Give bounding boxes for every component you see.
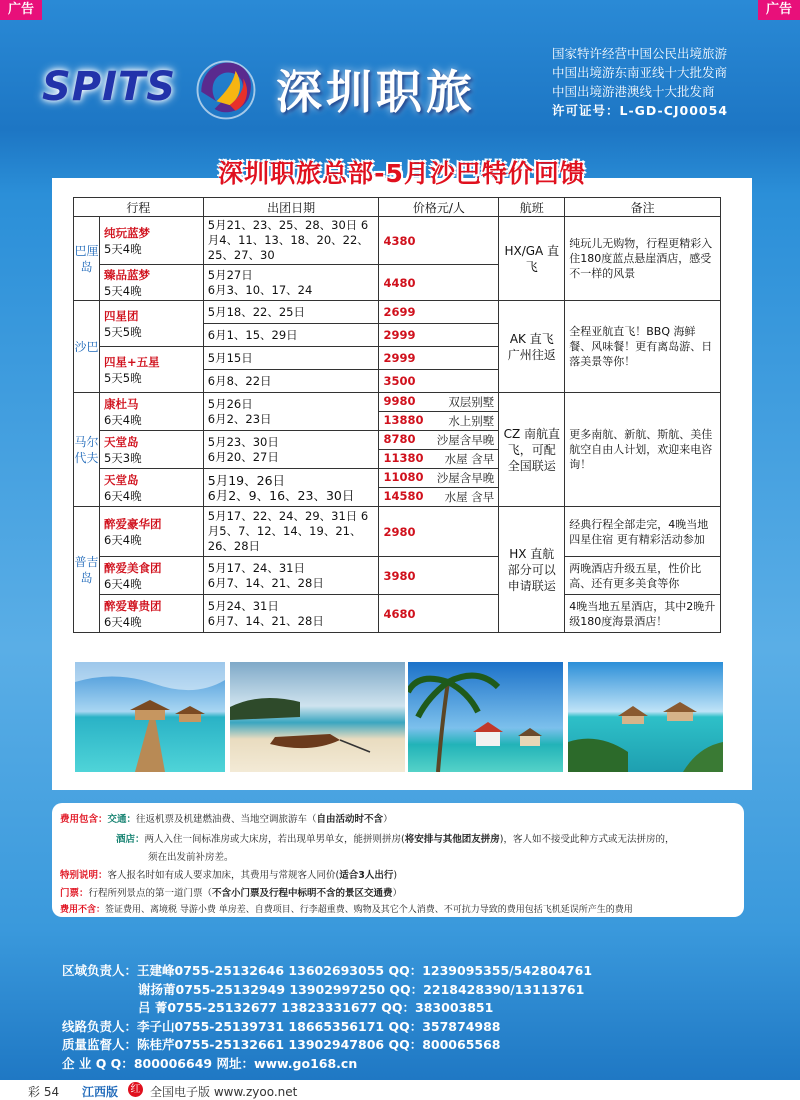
contact-row: [62, 1036, 592, 1055]
license-code: 许可证号：L-GD-CJ00054: [552, 103, 729, 118]
date-line: 6月7、14、21、28日: [207, 613, 324, 628]
price-cell: 2699: [379, 301, 499, 324]
note-bold: 不含小门票及行程中标明不含的景区交通费: [212, 888, 393, 899]
photo-water-villas: [568, 662, 723, 772]
contact-text: 陈桂芹0755-25132661 13902947806 QQ：800065568: [137, 1037, 501, 1052]
contact-label: 质量监督人：: [62, 1037, 138, 1052]
contact-label: 区域负责人：: [62, 963, 138, 978]
note-hotel: [116, 831, 674, 845]
price-cell: 4380: [379, 217, 499, 265]
ad-tag-left: 广告: [0, 0, 42, 20]
contact-row: 吕 菁0755-25132677 13823331677 QQ：383003851: [138, 1000, 494, 1015]
brand-logo: [38, 42, 508, 132]
header-dates: 出团日期: [203, 198, 379, 217]
region-cell: 普吉岛: [74, 507, 100, 633]
note-text: 行程所列景点的第一道门票（: [88, 888, 213, 899]
route-name: 四星+五星: [103, 354, 160, 369]
table-row: [74, 557, 721, 595]
price-cell: [379, 431, 499, 450]
route-name: 醉爱美食团: [103, 560, 162, 575]
contact-label: 企 业 Q Q：: [62, 1055, 134, 1071]
header-remark: 备注: [565, 198, 721, 217]
note-label: 费用不含：: [60, 905, 106, 915]
dates-cell: [203, 393, 379, 431]
route-cell: [99, 217, 203, 265]
route-days: 5天4晚: [103, 241, 142, 256]
dates-cell: 5月15日: [203, 347, 379, 370]
route-name: 天堂岛: [103, 472, 139, 487]
note-text: 签证费用、离境税 导游小费 单房差、自费项目、行李超重费、购物及其它个人消费、不可抗力导致的费用包括飞机延误所产生的费用: [105, 905, 633, 915]
price-note: 水屋 含早: [444, 490, 495, 504]
photo-beach-boat: [230, 662, 405, 772]
date-line: 5月26日: [207, 396, 253, 411]
route-cell: [99, 265, 203, 301]
note-bold: 适合3人出行: [339, 870, 394, 881]
contact-row: 谢扬莆0755-25132949 13902997250 QQ：2218428390/13113761: [138, 981, 585, 997]
route-cell: [99, 347, 203, 393]
price-cell: [379, 393, 499, 412]
price-cell: 2980: [379, 507, 499, 557]
trip-table: [73, 197, 721, 633]
route-cell: [99, 301, 203, 347]
dates-cell: 6月8、22日: [203, 370, 379, 393]
contact-block: [62, 962, 592, 1073]
page-footer: [0, 1080, 800, 1100]
page-title: 深圳职旅总部-5月沙巴特价回馈: [218, 159, 586, 188]
date-line: 6月7、14、21、28日: [207, 575, 324, 590]
contact-text: 800006649 网址：www.go168.cn: [133, 1055, 358, 1071]
remark-cell: 4晚当地五星酒店，其中2晚升级180度海景酒店！: [565, 595, 721, 633]
contact-text: 李子山0755-25139731 18665356171 QQ：357874988: [137, 1018, 501, 1034]
price-cell: 4480: [379, 265, 499, 301]
price-note: 水屋 含早: [444, 452, 495, 466]
dates-cell: [203, 557, 379, 595]
note-text: ): [393, 870, 398, 881]
price-value: 14580: [383, 489, 424, 503]
route-name: 四星团: [103, 308, 139, 323]
date-line: 6月2、9、16、23、30日: [207, 487, 355, 503]
header-flight: 航班: [499, 198, 565, 217]
dates-cell: [203, 265, 379, 301]
date-line: 5月27日: [207, 267, 253, 282]
note-text: )，客人如不接受此种方式或无法拼房的，: [499, 834, 675, 845]
edition-badge-icon: 红: [128, 1082, 143, 1097]
price-cell: [379, 469, 499, 488]
table-row: [74, 393, 721, 412]
table-header-row: [74, 198, 721, 217]
license-info: [552, 44, 728, 120]
route-cell: [99, 469, 203, 507]
dates-cell: 5月21、23、25、28、30日 6月4、11、13、18、20、22、25、27、30: [203, 217, 379, 265]
flight-cell: AK 直飞 广州往返: [499, 301, 565, 393]
price-value: 8780: [383, 432, 416, 446]
note-text: 往返机票及机建燃油费、当地空调旅游车（: [136, 814, 317, 825]
ad-tag-right: 广告: [758, 0, 800, 20]
route-cell: [99, 595, 203, 633]
note-ticket: [60, 885, 402, 899]
price-cell: 2999: [379, 347, 499, 370]
price-note: 水上别墅: [448, 414, 495, 428]
license-line: 国家特许经营中国公民出境旅游: [552, 46, 728, 61]
contact-row: [62, 1055, 592, 1074]
note-label: 费用包含：: [60, 814, 108, 825]
route-days: 6天4晚: [103, 576, 142, 591]
price-cell: [379, 412, 499, 431]
date-line: 6月20、27日: [207, 449, 279, 464]
dates-cell: 5月17、22、24、29、31日 6月5、7、12、14、19、21、26、28日: [203, 507, 379, 557]
price-note: 沙屋含早晚: [436, 433, 495, 447]
date-line: 5月17、24、31日: [207, 560, 305, 575]
route-name: 醉爱尊贵团: [103, 598, 162, 613]
route-days: 5天4晚: [103, 283, 142, 298]
contact-text: 王建峰0755-25132646 13602693055 QQ：1239095355/542804761: [137, 963, 593, 978]
flight-cell: HX/GA 直飞: [499, 217, 565, 301]
price-cell: 4680: [379, 595, 499, 633]
note-text: 客人报名时如有成人要求加床，其费用与常规客人同价(: [107, 870, 340, 881]
note-hotel-cont: 须在出发前补房差。: [148, 852, 234, 863]
note-text: ）: [383, 814, 393, 825]
dates-cell: [203, 431, 379, 469]
remark-cell: 经典行程全部走完，4晚当地四星住宿 更有精彩活动参加: [565, 507, 721, 557]
route-name: 康杜马: [103, 396, 139, 411]
note-special: [60, 867, 397, 881]
route-name: 纯玩蓝梦: [103, 225, 150, 240]
date-line: 5月24、31日: [207, 598, 279, 613]
fee-notes: [52, 803, 744, 917]
note-text: 两人入住一间标准房或大床房，若出现单男单女，能拼则拼房(: [144, 834, 405, 845]
header-route: 行程: [74, 198, 204, 217]
date-line: 5月23、30日: [207, 434, 279, 449]
route-cell: [99, 507, 203, 557]
note-sublabel: 交通：: [107, 814, 137, 825]
price-cell: 3980: [379, 557, 499, 595]
price-cell: [379, 450, 499, 469]
region-cell: 马尔代夫: [74, 393, 100, 507]
price-value: 9980: [383, 394, 416, 408]
dates-cell: [203, 469, 379, 507]
date-line: 6月2、23日: [207, 411, 272, 426]
note-bold: 自由活动时不含: [316, 814, 384, 825]
flight-cell: HX 直航部分可以申请联运: [499, 507, 565, 633]
route-name: 臻品蓝梦: [103, 267, 150, 282]
brand-cn: 深圳职旅: [276, 65, 476, 119]
route-days: 5天5晚: [103, 370, 142, 385]
remark-cell: 全程亚航直飞！BBQ 海鲜餐、风味餐！更有离岛游、日落美景等你！: [565, 301, 721, 393]
contact-label: 线路负责人：: [62, 1018, 138, 1034]
edition-label: 江西版: [82, 1085, 119, 1099]
note-bold: 将安排与其他团友拼房: [404, 834, 500, 845]
route-days: 5天3晚: [103, 450, 142, 465]
remark-cell: 两晚酒店升级五星，性价比高、还有更多美食等你: [565, 557, 721, 595]
page-number: 彩 54: [28, 1085, 60, 1099]
dates-cell: 6月1、15、29日: [203, 324, 379, 347]
price-value: 13880: [383, 413, 424, 427]
header-price: 价格元/人: [379, 198, 499, 217]
date-line: 6月3、10、17、24: [207, 282, 313, 297]
route-days: 6天4晚: [103, 412, 142, 427]
region-cell: 沙巴: [74, 301, 100, 393]
table-row: [74, 507, 721, 557]
route-days: 6天4晚: [103, 532, 142, 547]
note-traffic: [60, 811, 393, 825]
license-line: 中国出境游港澳线十大批发商: [552, 84, 715, 99]
price-cell: 2999: [379, 324, 499, 347]
region-cell: 巴厘岛: [74, 217, 100, 301]
table-row: [74, 301, 721, 324]
route-cell: [99, 431, 203, 469]
brand-en: SPITS: [42, 64, 177, 110]
remark-cell: 更多南航、新航、斯航、美佳航空自由人计划，欢迎来电咨询！: [565, 393, 721, 507]
note-text: ）: [392, 888, 403, 899]
note-label: 特别说明：: [60, 870, 108, 881]
license-line: 中国出境游东南亚线十大批发商: [552, 65, 728, 80]
photo-palm-bungalows: [408, 662, 563, 772]
route-days: 6天4晚: [103, 614, 142, 629]
date-line: 5月19、26日: [207, 472, 286, 488]
route-cell: [99, 393, 203, 431]
dates-cell: [203, 595, 379, 633]
photo-strip: [75, 662, 723, 772]
route-days: 5天5晚: [103, 324, 142, 339]
table-row: [74, 595, 721, 633]
footer-site-link[interactable]: 全国电子版 www.zyoo.net: [150, 1085, 298, 1099]
contact-row: [62, 1018, 592, 1037]
remark-cell: 纯玩儿无购物，行程更精彩入住180度蓝点悬崖酒店，感受不一样的风景: [565, 217, 721, 301]
contact-row: [62, 962, 592, 981]
dates-cell: 5月18、22、25日: [203, 301, 379, 324]
route-days: 6天4晚: [103, 488, 142, 503]
price-cell: 3500: [379, 370, 499, 393]
note-sublabel: 酒店：: [116, 834, 145, 845]
flight-cell: CZ 南航直飞，可配全国联运: [499, 393, 565, 507]
price-note: 沙屋含早晚: [436, 471, 495, 485]
note-excluded: [60, 902, 633, 915]
route-name: 醉爱豪华团: [103, 516, 162, 531]
route-name: 天堂岛: [103, 434, 139, 449]
price-note: 双层别墅: [448, 395, 495, 409]
photo-overwater-pier: [75, 662, 225, 772]
route-cell: [99, 557, 203, 595]
table-row: [74, 217, 721, 265]
price-value: 11080: [383, 470, 424, 484]
price-value: 11380: [383, 451, 424, 465]
brand-emblem-icon: [188, 50, 264, 126]
price-cell: [379, 488, 499, 507]
note-label: 门票：: [60, 888, 89, 899]
